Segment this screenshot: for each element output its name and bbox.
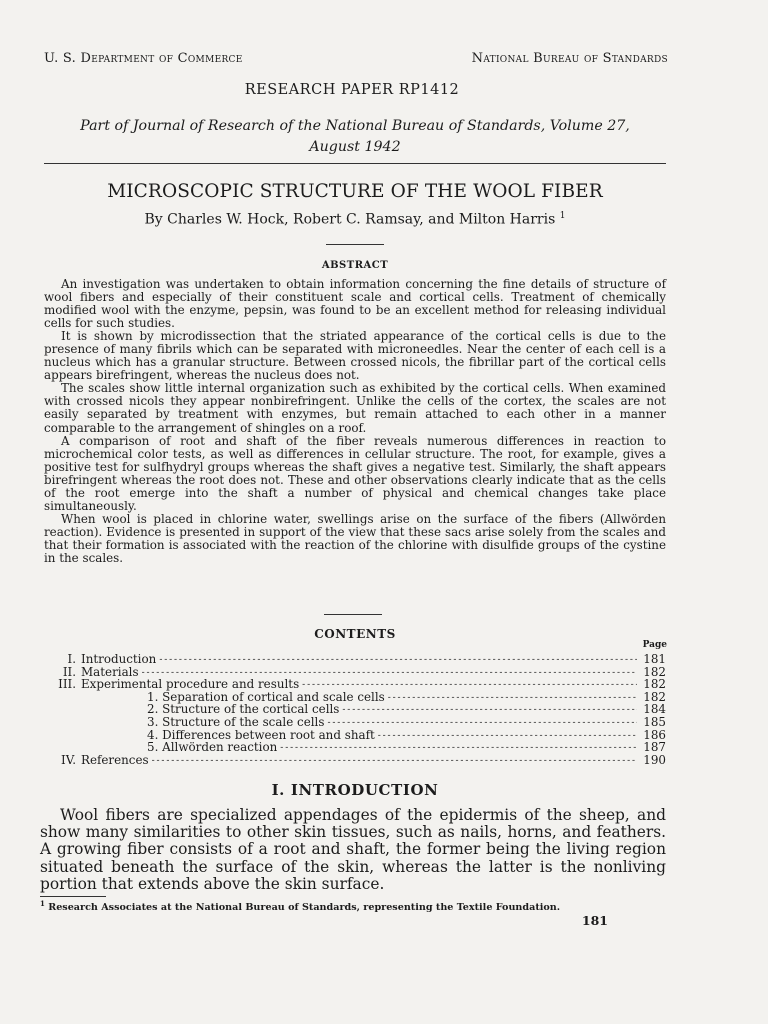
authors: By Charles W. Hock, Robert C. Ramsay, and Milton Harris [144, 211, 556, 228]
footnote-mark: 1 [40, 899, 45, 908]
toc-title: 5. Allwörden reaction [147, 740, 278, 755]
table-of-contents [44, 653, 666, 766]
department-name: U. S. Department of Commerce [44, 51, 243, 66]
header-rule [44, 163, 666, 164]
toc-title: Introduction [81, 652, 157, 666]
toc-title: Materials [81, 664, 139, 679]
abstract-heading: ABSTRACT [321, 260, 389, 271]
toc-page: 182 [643, 689, 666, 704]
abstract-body [44, 278, 666, 565]
abstract-paragraph: It is shown by microdissection that the striated appearance of the cortical cells is due to the presence of many fibrils which can be separated with microneedles. Near the center of each cell is a nucleus which has a granular structure. Between crossed nicols, the fibrillar part of the cortical cells appears birefringent, whereas the nucleus does not. [44, 329, 666, 383]
introduction-body [40, 807, 666, 893]
toc-title: 3. Structure of the scale cells [147, 714, 325, 729]
research-paper-number: RESEARCH PAPER RP1412 [244, 82, 460, 98]
journal-line-1: Part of Journal of Research of the National Bureau of Standards, Volume 27, [80, 118, 630, 134]
abstract-paragraph: The scales show little internal organization such as exhibited by the cortical cells. When examined with crossed nicols they appear nonbirefringent. Unlike the cells of the cortex, the scales are not easily separated by treatment with enzymes, but remain attached to each other in a manner comparable to the arrangement of shingles on a roof. [44, 381, 666, 435]
abstract-paragraph: A comparison of root and shaft of the fiber reveals numerous differences in reaction to microchemical color tests, as well as differences in cellular structure. The root, for example, gives a positive test for sulfhydryl groups whereas the shaft gives a negative test. Similarly, the shaft appears birefringent whereas the root does not. These and other observations clearly indicate that as the cells of the root emerge into the shaft a number of physical and chemical changes take place simultaneously. [44, 433, 666, 513]
toc-title: 4. Differences between root and shaft [147, 727, 375, 742]
authors-footnote-mark: 1 [559, 211, 566, 221]
toc-page: 186 [643, 727, 666, 742]
abstract-divider [324, 614, 382, 615]
toc-page: 182 [643, 677, 666, 692]
footnote-rule [40, 896, 106, 897]
abstract-paragraph: When wool is placed in chlorine water, swellings arise on the surface of the fibers (Allwörden reaction). Evidence is presented in support of the view that these sacs arise solely from the scales and that their formation is associated with the reaction of the chlorine with disulfide groups of the cystine in the scales. [44, 511, 666, 565]
toc-page: 181 [643, 652, 666, 666]
toc-leader [152, 753, 637, 768]
toc-page: 187 [643, 740, 666, 755]
abstract-paragraph: An investigation was undertaken to obtain information concerning the fine details of structure of wool fibers and especially of their constituent scale and cortical cells. Treatment of chemically modified wool with the enzyme, pepsin, was found to be an excellent method for releasing individual cells for such studies. [44, 277, 666, 331]
toc-page: 190 [643, 752, 666, 767]
toc-entry [44, 754, 666, 767]
introduction-paragraph: Wool fibers are specialized appendages of the epidermis of the sheep, and show many similarities to other skin tissues, such as nails, horns, and feathers. A growing fiber consists of a root and shaft, the former being the living region situated beneath the surface of the skin, whereas the latter is the nonliving portion that extends above the skin surface. [40, 806, 666, 893]
toc-page: 182 [643, 664, 666, 679]
toc-page: 184 [643, 702, 666, 717]
toc-title: 1. Separation of cortical and scale cells [147, 689, 385, 704]
toc-number: III. [58, 677, 76, 692]
page-number: 181 [581, 913, 608, 928]
toc-title: References [81, 752, 149, 767]
toc-number: IV. [61, 752, 76, 767]
toc-title: 2. Structure of the cortical cells [147, 702, 340, 717]
contents-page-label: Page [642, 640, 667, 650]
title-divider [326, 244, 384, 245]
introduction-heading: I. INTRODUCTION [271, 781, 439, 799]
footnote-text: Research Associates at the National Bureau of Standards, representing the Textile Foundation. [48, 902, 561, 914]
contents-heading: CONTENTS [314, 627, 396, 641]
toc-number: I. [67, 652, 76, 666]
authors-line [0, 211, 710, 228]
journal-citation [0, 116, 710, 158]
footnote [40, 899, 666, 913]
running-header [44, 51, 668, 66]
toc-title: Experimental procedure and results [81, 677, 300, 692]
bureau-name: National Bureau of Standards [471, 51, 668, 66]
paper-title: MICROSCOPIC STRUCTURE OF THE WOOL FIBER [107, 181, 603, 202]
toc-number: II. [62, 664, 76, 679]
toc-page: 185 [643, 714, 666, 729]
journal-date: August 1942 [309, 139, 401, 155]
